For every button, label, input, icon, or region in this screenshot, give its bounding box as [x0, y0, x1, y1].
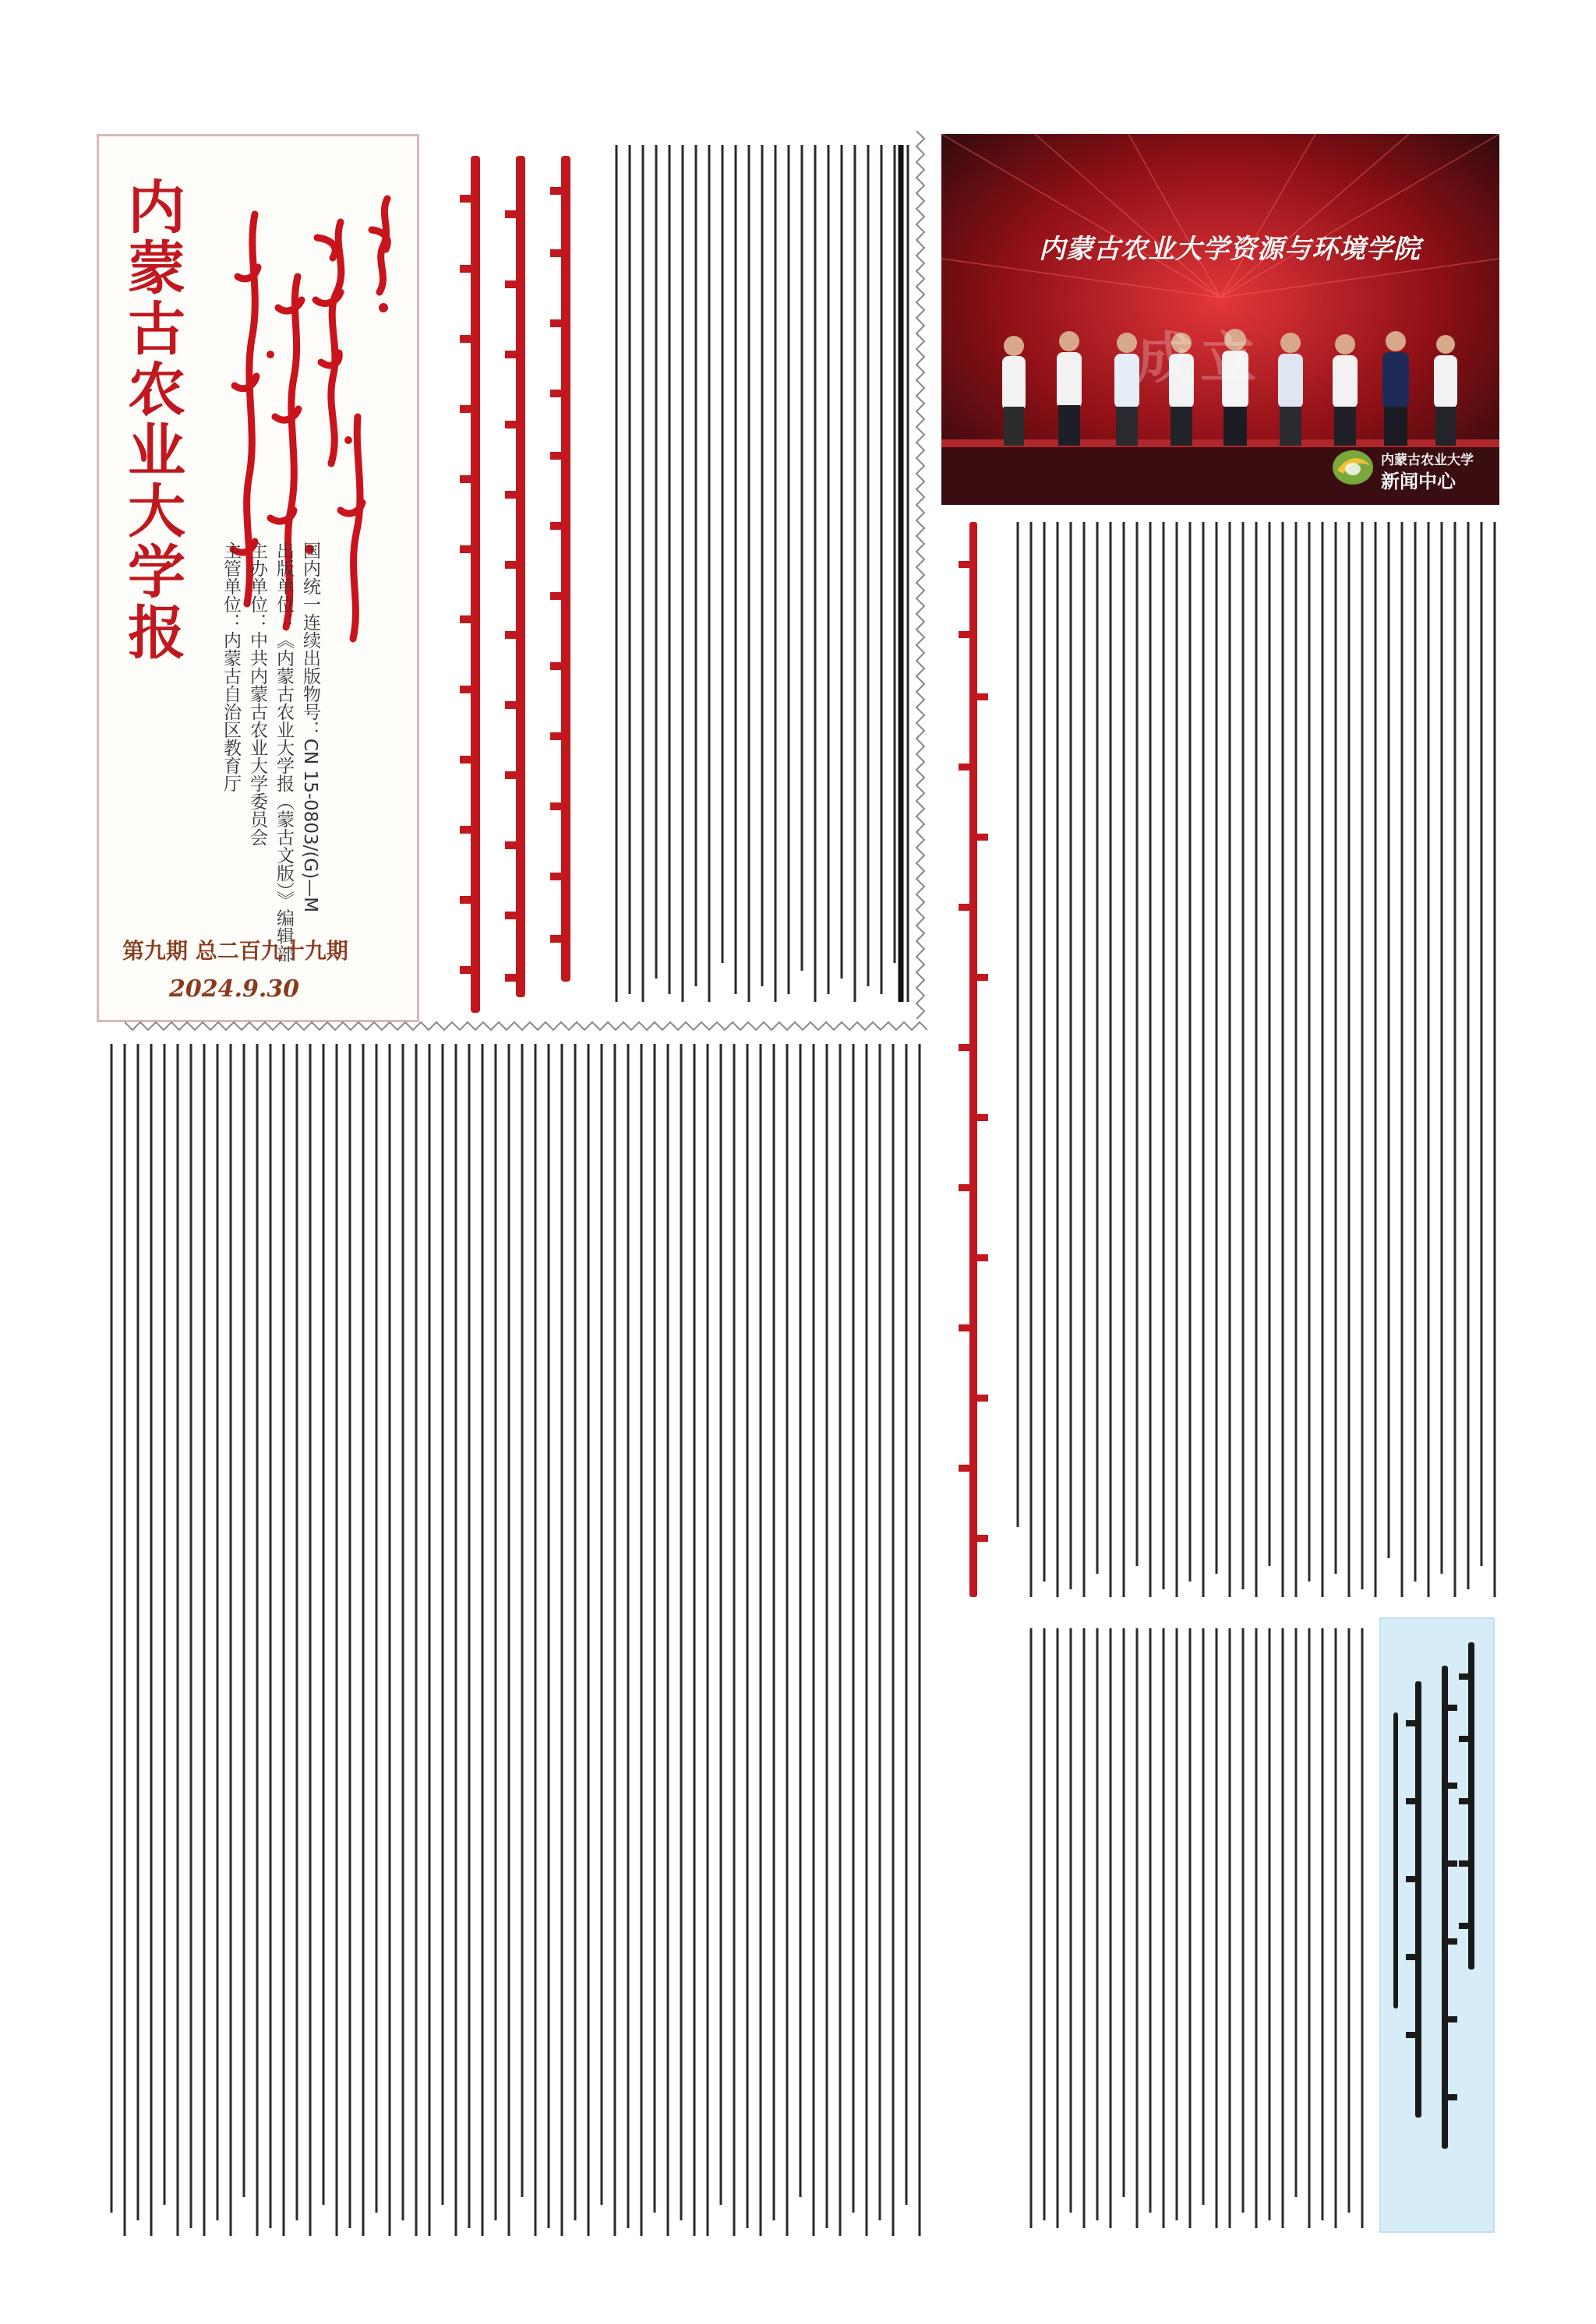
photo-stage-text: 成立 [1136, 326, 1265, 391]
pub-info-line: 主管单位：内蒙古自治区教育厅 [221, 541, 241, 792]
logo-university-name: 内蒙古农业大学 [1381, 453, 1474, 468]
logo-news-center: 新闻中心 [1381, 471, 1456, 492]
article-text-lower-left [94, 1036, 927, 2252]
pub-info-line: 出版单位：《内蒙古农业大学报（蒙古文版）》编辑部 [274, 541, 294, 963]
event-photo [941, 134, 1499, 505]
pub-info-line: 国内统一连续出版物号：CN 15-0803/(G)—M [300, 541, 320, 913]
masthead [97, 134, 419, 1022]
article-text-lower-right [1012, 1620, 1370, 2244]
photo-banner-title: 内蒙古农业大学资源与环境学院 [1039, 234, 1421, 265]
zigzag-divider-horizontal [125, 1021, 927, 1032]
article-headline-red-vertical [941, 514, 1004, 1636]
newspaper-title: 内蒙古农业大学报 [118, 177, 185, 663]
news-center-logo [1325, 444, 1488, 491]
article-text-top [600, 137, 912, 1010]
pub-info-line: 主办单位：中共内蒙古农业大学委员会 [247, 541, 267, 846]
zigzag-divider-vertical [915, 131, 926, 1019]
issue-number: 第九期 总二百九十九期 [122, 938, 348, 964]
issue-date: 2024.9.30 [169, 975, 300, 1003]
author-callout-box [1379, 1617, 1495, 2233]
headline-mongolian [444, 156, 592, 1013]
callout-mongolian-text [1381, 1619, 1493, 2231]
article-text-right [1012, 514, 1502, 1605]
publication-info [216, 541, 322, 978]
logo-emblem-icon [1331, 447, 1375, 488]
